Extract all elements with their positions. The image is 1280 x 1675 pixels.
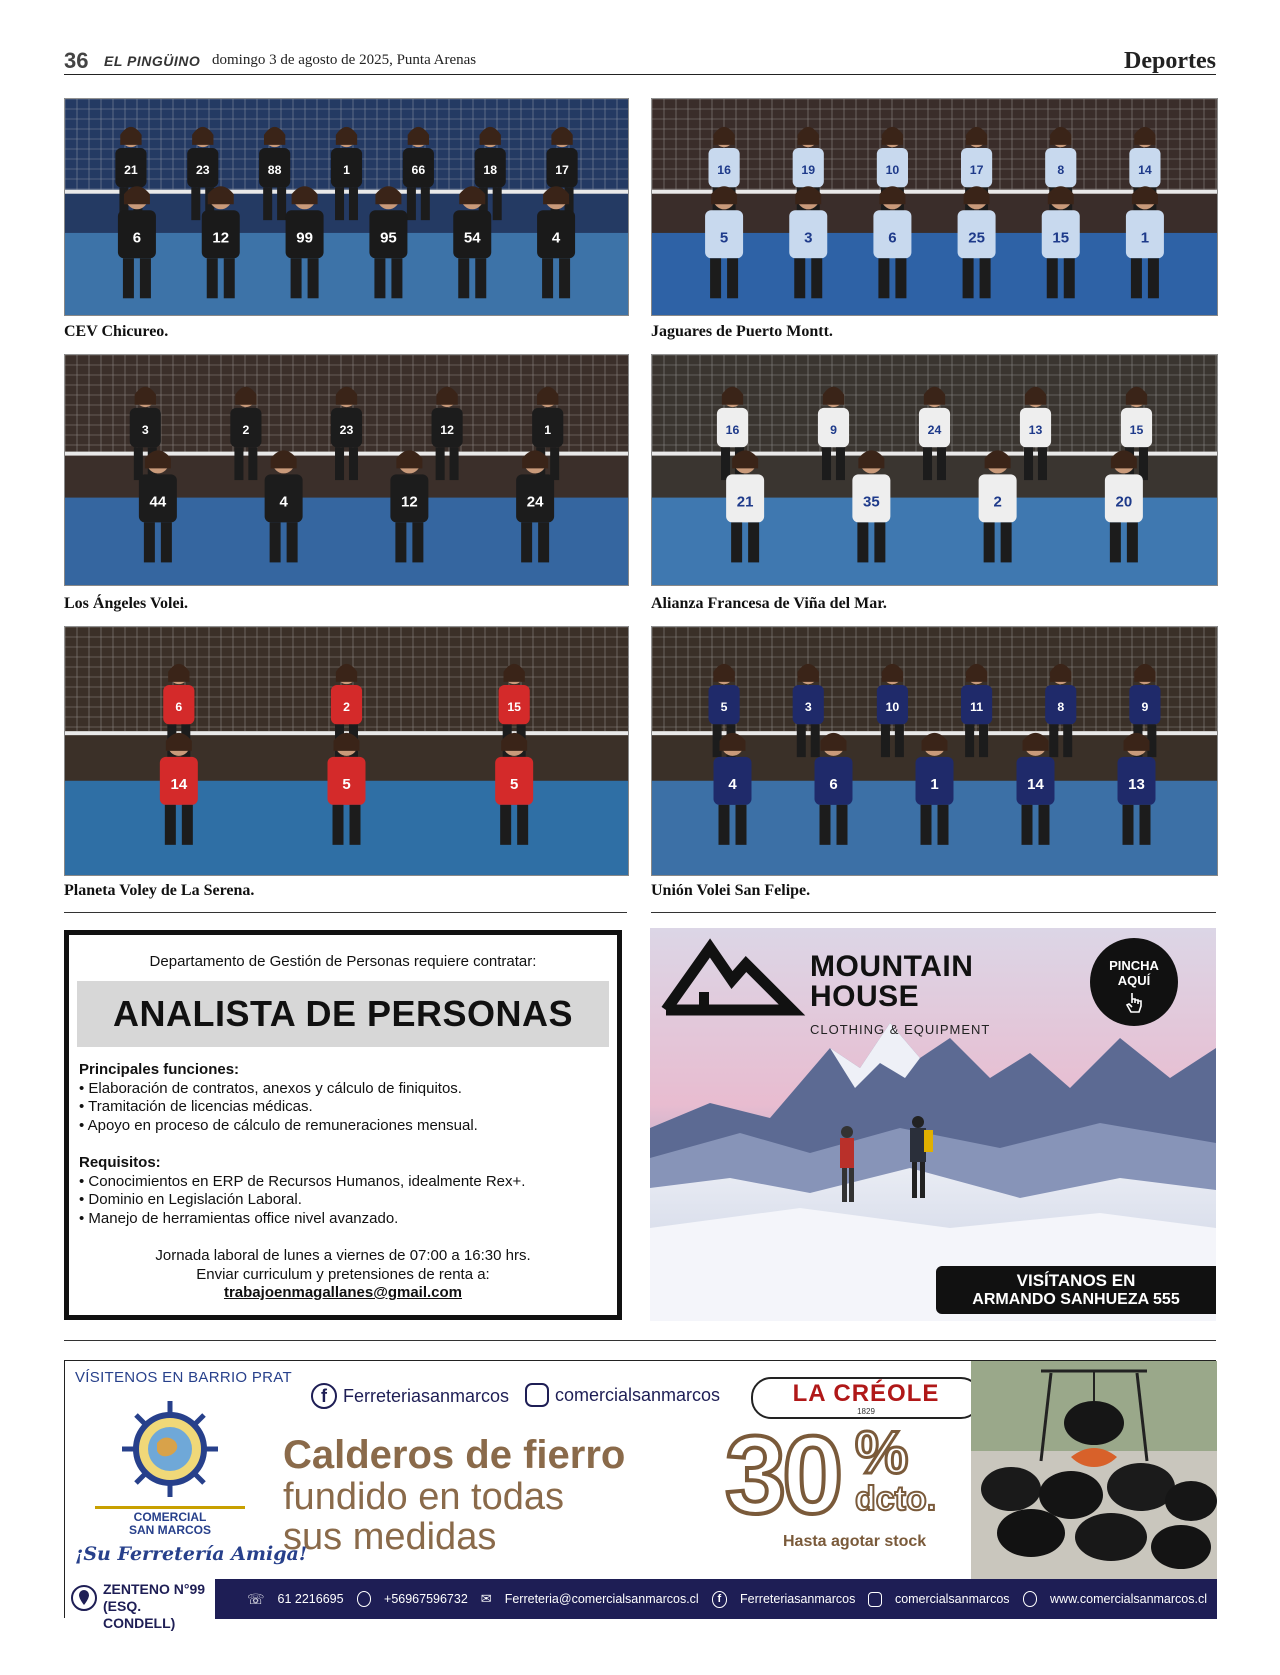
jersey-number: 6 (829, 775, 838, 793)
job-title: ANALISTA DE PERSONAS (112, 993, 574, 1034)
jersey-number: 5 (342, 775, 351, 793)
pincha-aqui-button[interactable] (1090, 938, 1178, 1026)
jersey-number: 54 (463, 229, 481, 247)
jersey-number: 3 (804, 229, 813, 247)
jersey-number: 5 (720, 700, 728, 715)
jersey-number: 1 (1140, 229, 1150, 247)
cta-line-2: AQUÍ (1117, 973, 1151, 988)
facebook-icon: f (311, 1383, 337, 1409)
team-photo-image (652, 99, 1217, 315)
email-link[interactable]: trabajoenmagallanes@gmail.com (223, 1284, 463, 1301)
jersey-number: 24 (526, 493, 544, 511)
store-logo-text (95, 1506, 245, 1537)
team-photo-alianza-francesa[interactable] (651, 354, 1218, 586)
divider (651, 912, 1216, 913)
jersey-number: 17 (969, 163, 984, 178)
logo-line-1: COMERCIAL (133, 1510, 207, 1524)
jersey-number: 88 (267, 163, 282, 178)
section-title: Deportes (1124, 48, 1216, 74)
facebook-contact[interactable]: Ferreteriasanmarcos (740, 1592, 856, 1606)
jersey-number: 10 (885, 700, 900, 715)
jersey-number: 3 (804, 700, 812, 715)
headline: Calderos de fierro (283, 1433, 626, 1477)
location-pin-icon (71, 1585, 97, 1613)
headline-line-3: sus medidas (283, 1516, 497, 1558)
photo-caption: Los Ángeles Volei. (64, 595, 189, 612)
store-slogan: ¡Su Ferretería Amiga! (75, 1543, 308, 1565)
whatsapp-number[interactable]: +56967596732 (384, 1592, 468, 1606)
visit-heading: VÍSITENOS EN BARRIO PRAT (75, 1369, 292, 1386)
jersey-number: 66 (411, 163, 426, 178)
facebook-handle[interactable] (311, 1383, 509, 1409)
requirements-heading: Requisitos: (79, 1154, 161, 1171)
jersey-number: 5 (509, 775, 519, 793)
jersey-number: 21 (736, 493, 754, 511)
instagram-icon (525, 1383, 549, 1407)
jersey-number: 12 (440, 423, 454, 438)
jersey-number: 13 (1028, 423, 1043, 438)
schedule-text: Jornada laboral de lunes a viernes de 07:00 a 16:30 hrs. (155, 1247, 531, 1264)
requirement-item: • Manejo de herramientas office nivel avanzado. (79, 1209, 399, 1227)
divider (64, 912, 627, 913)
facebook-handle-text: Ferreteriasanmarcos (343, 1385, 510, 1406)
jersey-number: 1 (930, 775, 939, 793)
jersey-number: 12 (212, 229, 230, 247)
team-photo-image (652, 627, 1217, 875)
jersey-number: 4 (279, 493, 288, 511)
jersey-number: 9 (1141, 700, 1149, 715)
mountain-house-ad[interactable] (650, 928, 1216, 1321)
page-number: 36 (64, 48, 89, 73)
requirement-item: • Dominio en Legislación Laboral. (79, 1191, 302, 1208)
photo-caption: Jaguares de Puerto Montt. (651, 323, 833, 340)
jersey-number: 10 (885, 163, 900, 178)
jersey-number: 19 (801, 163, 816, 178)
function-item: • Apoyo en proceso de cálculo de remuneraciones mensual. (79, 1116, 478, 1134)
jersey-number: 16 (725, 423, 740, 438)
team-photo-image (65, 99, 628, 315)
job-requirements (79, 1154, 525, 1228)
functions-heading: Principales funciones: (79, 1061, 240, 1078)
visit-line-1: VISÍTANOS EN (1016, 1271, 1136, 1290)
jersey-number: 1 (544, 423, 552, 438)
team-photo-los-angeles-volei[interactable] (64, 354, 629, 586)
jersey-number: 4 (728, 775, 737, 793)
headline-line-2: fundido en todas (283, 1476, 565, 1518)
website-contact[interactable]: www.comercialsanmarcos.cl (1050, 1592, 1207, 1606)
visit-address: ARMANDO SANHUEZA 555 (972, 1291, 1180, 1308)
job-ad-footer (69, 1247, 617, 1303)
jersey-number: 6 (175, 700, 183, 715)
phone-icon: ☏ (247, 1590, 265, 1607)
jersey-number: 15 (1052, 229, 1070, 247)
jersey-number: 95 (380, 229, 397, 247)
discount-word: dcto. (855, 1480, 937, 1518)
cauldrons-photo (971, 1361, 1217, 1579)
job-title-band (77, 981, 609, 1047)
job-ad-intro: Departamento de Gestión de Personas requiere contratar: (149, 953, 537, 970)
page-header (64, 48, 1216, 75)
partner-brand: LA CRÉOLE (792, 1380, 940, 1407)
brand-line-2: HOUSE (810, 980, 920, 1013)
jersey-number: 11 (970, 700, 984, 715)
instagram-handle-text: comercialsanmarcos (555, 1384, 721, 1405)
discount-percent: % (855, 1419, 909, 1486)
team-photo-planeta-voley[interactable] (64, 626, 629, 876)
instagram-contact[interactable]: comercialsanmarcos (894, 1592, 1010, 1606)
instagram-handle[interactable] (525, 1383, 720, 1407)
jersey-number: 2 (242, 423, 250, 438)
jersey-number: 6 (132, 229, 142, 247)
jersey-number: 1 (343, 163, 350, 178)
jersey-number: 35 (863, 493, 880, 511)
visit-banner (936, 1266, 1216, 1314)
ship-wheel-logo-icon (115, 1397, 225, 1501)
jersey-number: 2 (993, 493, 1002, 511)
team-photo-jaguares[interactable] (651, 98, 1218, 316)
mountain-logo-icon (660, 936, 800, 1018)
jersey-number: 18 (483, 163, 498, 178)
whatsapp-icon (357, 1591, 371, 1607)
team-photo-image (65, 355, 628, 585)
dateline: domingo 3 de agosto de 2025, Punta Arenas (212, 52, 477, 68)
jersey-number: 15 (1129, 423, 1144, 438)
logo-line-2: SAN MARCOS (128, 1523, 211, 1537)
email-contact[interactable]: Ferreteria@comercialsanmarcos.cl (504, 1592, 699, 1606)
jersey-number: 99 (296, 229, 313, 247)
jersey-number: 14 (170, 775, 188, 793)
hand-pointer-icon (1124, 991, 1144, 1013)
jersey-number: 23 (339, 423, 354, 438)
team-photo-image (652, 355, 1217, 585)
requirement-item: • Conocimientos en ERP de Recursos Humanos, idealmente Rex+. (79, 1172, 526, 1190)
jersey-number: 12 (401, 493, 418, 511)
photo-caption: Planeta Voley de La Serena. (64, 882, 255, 899)
job-ad (64, 930, 622, 1320)
jersey-number: 3 (141, 423, 149, 438)
address-box (65, 1579, 215, 1631)
team-photo-image (65, 627, 628, 875)
photo-caption: Alianza Francesa de Viña del Mar. (651, 595, 887, 612)
jersey-number: 6 (888, 229, 897, 247)
cta-line-1: PINCHA (1109, 958, 1159, 973)
function-item: • Elaboración de contratos, anexos y cálculo de finiquitos. (79, 1079, 462, 1097)
jersey-number: 14 (1027, 775, 1044, 793)
jersey-number: 5 (719, 229, 729, 247)
jersey-number: 13 (1128, 775, 1145, 793)
brand-name (810, 952, 973, 1012)
instagram-icon (868, 1592, 882, 1607)
jersey-number: 17 (555, 163, 569, 178)
jersey-number: 14 (1138, 163, 1152, 178)
jersey-number: 24 (927, 423, 942, 438)
newspaper-logo: EL PINGÜINO (104, 53, 201, 69)
jersey-number: 15 (507, 700, 522, 715)
ferreteria-ad[interactable] (64, 1360, 1216, 1631)
la-creole-logo (751, 1377, 981, 1419)
jersey-number: 2 (343, 700, 350, 715)
photo-caption: CEV Chicureo. (64, 323, 169, 340)
contact-list (247, 1579, 1207, 1619)
jersey-number: 16 (717, 163, 731, 178)
jersey-number: 8 (1057, 163, 1065, 178)
jersey-number: 21 (124, 163, 138, 178)
address-line-2: (ESQ. CONDELL) (103, 1598, 176, 1631)
brand-tagline: CLOTHING & EQUIPMENT (810, 1022, 991, 1037)
discount-number: 30 (725, 1414, 840, 1537)
jersey-number: 25 (968, 229, 985, 247)
mail-icon: ✉ (480, 1591, 492, 1606)
stock-note: Hasta agotar stock (783, 1533, 927, 1550)
partner-year: 1829 (857, 1407, 875, 1416)
team-photo-union-volei[interactable] (651, 626, 1218, 876)
divider (64, 1340, 1216, 1341)
web-icon (1023, 1591, 1037, 1607)
address-line-1: ZENTENO N°99 (103, 1581, 206, 1597)
store-address (103, 1581, 215, 1632)
brand-line-1: MOUNTAIN (810, 950, 974, 983)
jersey-number: 8 (1057, 700, 1065, 715)
facebook-icon: f (712, 1591, 727, 1608)
photo-caption: Unión Volei San Felipe. (651, 882, 811, 899)
job-functions (79, 1061, 478, 1135)
jersey-number: 9 (830, 423, 837, 438)
jersey-number: 23 (195, 163, 210, 178)
jersey-number: 44 (149, 493, 167, 511)
jersey-number: 20 (1115, 493, 1133, 511)
team-photo-cev-chicureo[interactable] (64, 98, 629, 316)
jersey-number: 4 (551, 229, 561, 247)
function-item: • Tramitación de licencias médicas. (79, 1098, 313, 1115)
phone-number[interactable]: 61 2216695 (277, 1592, 344, 1606)
send-text: Enviar curriculum y pretensiones de renta a: (196, 1265, 490, 1283)
